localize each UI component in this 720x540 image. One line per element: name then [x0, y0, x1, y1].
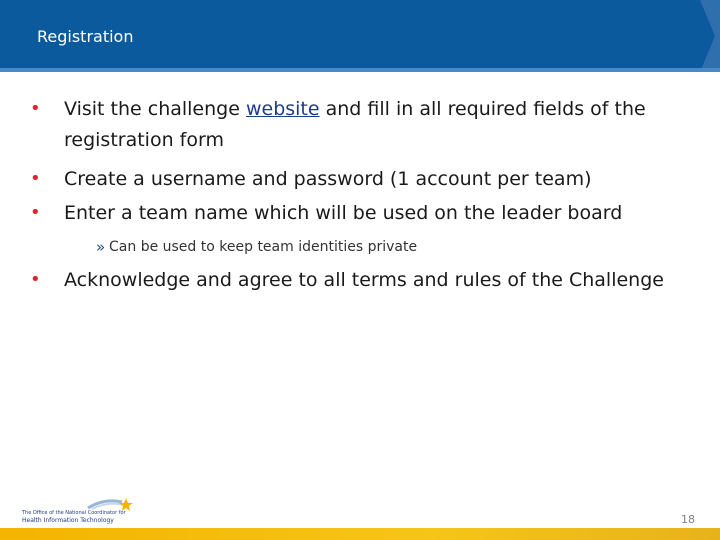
logo-text-line2: Health Information Technology: [22, 517, 114, 524]
slide-header: [0, 0, 720, 72]
bullet-text: Create a username and password (1 account per team): [64, 168, 592, 190]
sub-bullet-marker: »: [96, 238, 106, 256]
bullet-text: Acknowledge and agree to all terms and rules of the Challenge: [64, 269, 664, 291]
page-number: 18: [681, 513, 695, 526]
onc-logo: [22, 496, 137, 528]
sub-bullet-text: [96, 236, 417, 258]
bullet-text-pre: Visit the challenge: [64, 98, 246, 120]
bullet-text: Enter a team name which will be used on the leader board: [64, 202, 623, 224]
bullet-marker: •: [30, 168, 41, 189]
bullet-text-post: and fill in all required fields of the registration form: [64, 98, 646, 151]
bullet-marker: •: [30, 98, 41, 119]
bullet-marker: •: [30, 269, 41, 290]
website-link[interactable]: website: [245, 98, 320, 120]
logo-text-line1: The Office of the National Coordinator for: [22, 510, 126, 516]
footer-bar: [0, 528, 720, 540]
bullet-text: [64, 94, 704, 156]
slide-title: Registration: [37, 27, 134, 46]
sub-bullet-label: Can be used to keep team identities private: [109, 239, 418, 255]
bullet-marker: •: [30, 202, 41, 223]
